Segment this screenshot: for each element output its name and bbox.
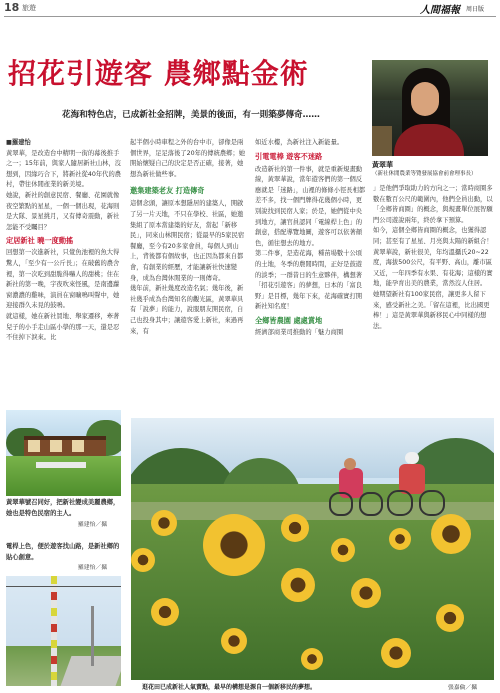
paragraph: 」是他們爭取助力的方向之一；當時商圈多數在數百公尺的範圍內，他們全員出動，以「全鄉皆商圈」的概念，與規畫單位展智願門公司遊說兩年，終於拿下預算。 (373, 185, 493, 224)
portrait-title: （新社休閒農業等覽發展協會前會理事長） (372, 171, 477, 177)
main-photo (131, 418, 494, 680)
paragraph: 起半個小時車程之外的台中市，卻像是兩個世界，足足落後了20年的傳統農鄉；她開始懷疑自己的決定是否正確，接著，她想為新社做些事。 (130, 139, 246, 178)
paragraph: 這個念頭，讓原本想隱居的建築人，開啟了另一片天地，不只在學校、社區，她邀集組了原本當建築的好友，當起「新移民」，同來山林開民宿；從最早的5家民宿餐廳，至今有20多家會員，每個人到山上，背後都有個故事，也正因為都來自都會，有創業的經歷，才能讓新社快速變身，成為台灣休閒業的一則傳奇。 (130, 200, 245, 282)
subheadline: 花海和特色店，已成新社金招牌，美景的後面，有一則築夢傳奇…… (62, 110, 320, 120)
section-label: 旅遊 (22, 4, 36, 12)
section-heading: 定居新社 曉一度動搖 (6, 236, 74, 246)
paragraph: 經濟部商業司推動的「魅力商圈 (255, 328, 344, 336)
paragraph: 黃翠華，是改造台中精明一街的幕後推手之一；15年前，與家人隨居新社山林，沒想到，因緣巧合下，將新社從40年代的農村，帶往休閒產業的新美境。 (6, 149, 122, 189)
page-number: 18 (4, 1, 20, 14)
main-photo-caption: 逛花田已成新社人氣賣點，最早的構想是源自一個新移民的夢想。 (142, 684, 317, 691)
column-4 (373, 184, 494, 332)
paragraph: 如今，這個全鄉皆商圈的概念，也獲得認同；甚至有了星星、月亮與太陽的新組合！ (373, 227, 493, 245)
pole-photo-credit: 羅建怡／攝 (78, 565, 107, 571)
column-2 (130, 138, 247, 337)
main-photo-credit: 張嘉倫／攝 (448, 685, 477, 691)
paragraph: 她說，新社的創意民宿、餐廳、花園就像夜空繁點的星星，一個一個出現，花海則是大隊、景星挑月，又有傳奇震動，新社怎能不受矚目？ (6, 191, 120, 231)
section-heading: 引電電棒 遊客不迷路 (255, 151, 323, 161)
paragraph: 如近水樓，為新社注入新能量。 (255, 139, 344, 146)
paragraph: 第二件事，是造花海，種苗場數十公頃的土地，冬季的農閒時間，正好是鼓遊的淡季；一群昔日的生意夥伴，構想著「招花引遊客」的夢想，日本的「富良野」是目標，幾年下來，花海確實打開新社知名度！ (255, 250, 363, 311)
pole-photo (6, 576, 121, 686)
paragraph: 她期望新社有100家民宿，讓更多人留下來，感受新社之美。「留在這裡，比出國更棒！」這是黃翠華與新移民心中同樣的想法。 (373, 290, 490, 330)
shop-photo (6, 410, 121, 496)
page-header (0, 0, 500, 16)
portrait-name: 黃翠華 (372, 161, 393, 169)
section-heading: 全鄉皆農園 處處賞地 (255, 315, 323, 325)
paragraph: 就這樣，她在新社買地、舉家遷移，牽著兒子的小手走山區小學的那一天，還是忍不住掉下淚來。比 (6, 312, 120, 342)
masthead-date: 周日版 (466, 6, 485, 13)
byline: ■羅建怡 (6, 139, 31, 146)
shop-photo-caption: 黃翠華號召同好，把新社變成美麗農鄉，她也是特色民宿的主人。 (6, 499, 120, 517)
paragraph: 黃翠華說，新社很美，年均溫攝氏20~22度，海拔500公尺，有平野、高山，離市區又近，一年四季有水果、有花海；這樣的實地，能孕育出美的農業，當然沒人住居。 (373, 248, 493, 288)
paragraph: 幾年前，新社幾度改造名氣；幾年後，新社幾乎成為台灣知名的觀光區，黃翠華具有「說夢」的能力，說服朋友開民宿，自己也投身其中；讓遊客愛上新社，來過再來，有 (130, 285, 244, 335)
shop-photo-credit: 羅建怡／攝 (78, 522, 107, 528)
section-heading: 邀集建築老友 打造傳奇 (130, 186, 205, 196)
headline: 招花引遊客 農鄉點金術 (8, 57, 309, 90)
paragraph: 改造新社的第一件事，就是重新規畫動線，黃翠華說，當年遊客們的第一個反應就是「迷路」，山裡的條條小徑長相都差不多，找一個門牌得花幾個小時，更別說找到民宿人家；於是，她們從中央到地方，讓官員認同「電線桿上色」的創意，搭配導覽地圖，遊客可以依著顏色，循往想去的地方。 (255, 165, 366, 247)
paragraph: 回想第一次進新社，只覺魚池裡的魚大得驚人，「至少有一公斤長」；在破舊的農舍裡，第一次吃到甜脆得嚇人的甜桃；住在新社的第一晚，宇夜吹來怪風，是南邊蘿窗濃濃的雞味，演員在窗曠鳴叫聲中，她迎接群久未見的鼓鳴。 (6, 249, 120, 310)
masthead: 人間福報 (420, 5, 460, 16)
pole-photo-caption: 電桿上色，便於遊客找山路，是新社鄉的貼心創意。 (6, 543, 120, 561)
header-rule (4, 16, 496, 17)
column-3 (255, 138, 368, 339)
portrait-photo (372, 60, 488, 156)
column-1 (6, 138, 122, 344)
